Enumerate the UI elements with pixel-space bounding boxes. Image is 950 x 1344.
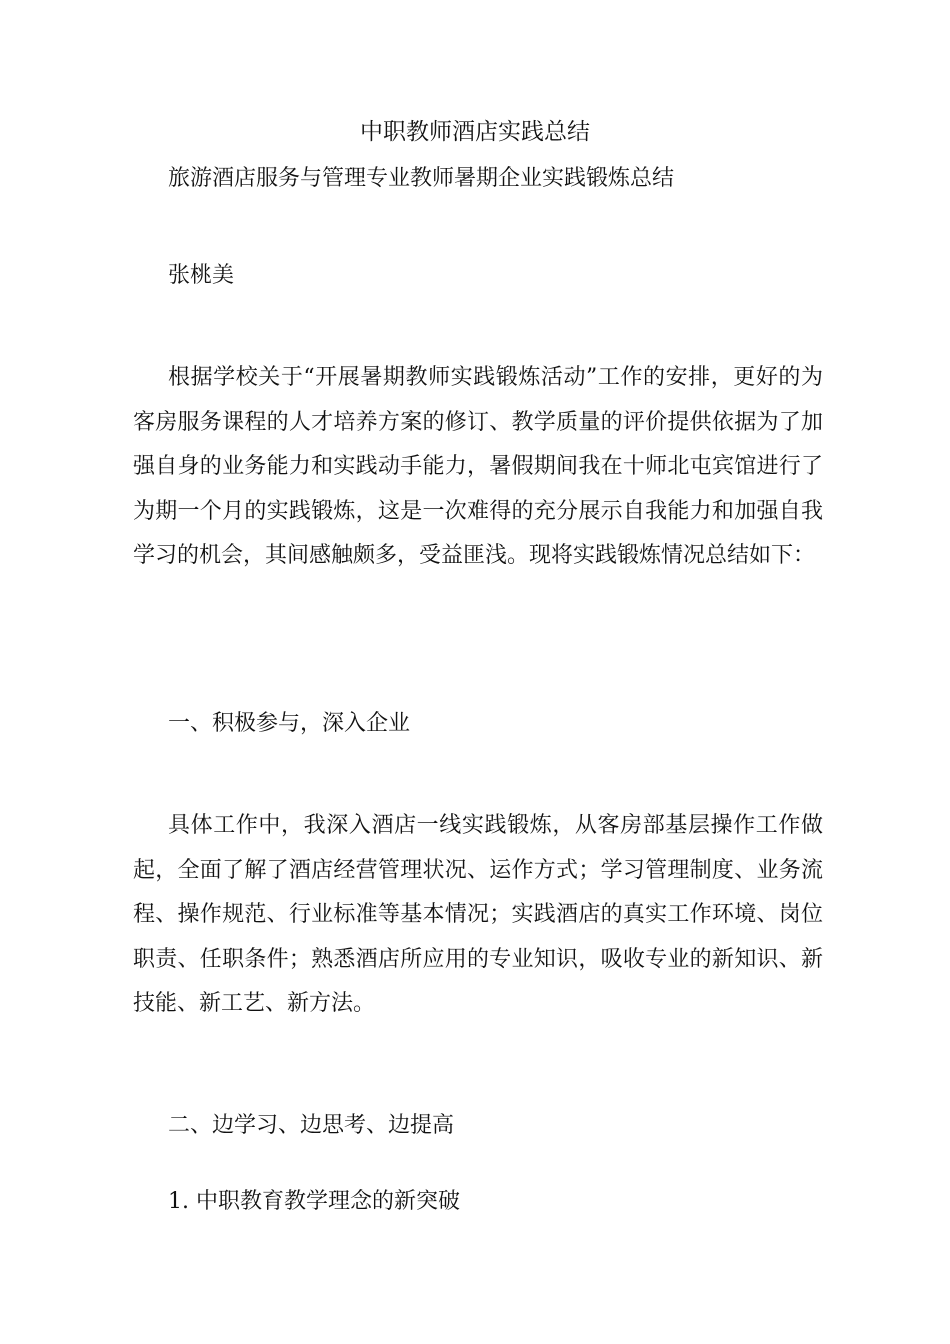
- author-name: 张桃美: [168, 263, 235, 288]
- section-heading-1: 一、积极参与，深入企业: [168, 711, 411, 736]
- subsection-heading-1: 1. 中职教育教学理念的新突破: [168, 1189, 460, 1214]
- document-title: 中职教师酒店实践总结: [360, 119, 590, 145]
- document-subtitle: 旅游酒店服务与管理专业教师暑期企业实践锻炼总结: [168, 166, 675, 191]
- paragraph-section-1: 具体工作中，我深入酒店一线实践锻炼，从客房部基层操作工作做起，全面了解了酒店经营管理状况、运作方式；学习管理制度、业务流程、操作规范、行业标准等基本情况；实践酒店的真实工作环境、岗位职责、任职条件；熟悉酒店所应用的专业知识，吸收专业的新知识、新技能、新工艺、新方法。: [133, 813, 823, 1017]
- paragraph-intro: 根据学校关于“开展暑期教师实践锻炼活动”工作的安排，更好的为客房服务课程的人才培养方案的修订、教学质量的评价提供依据为了加强自身的业务能力和实践动手能力，暑假期间我在十师北屯宾馆进行了为期一个月的实践锻炼，这是一次难得的充分展示自我能力和加强自我学习的机会，其间感触颇多，受益匪浅。现将实践锻炼情况总结如下：: [133, 365, 823, 569]
- section-heading-2: 二、边学习、边思考、边提高: [168, 1113, 455, 1138]
